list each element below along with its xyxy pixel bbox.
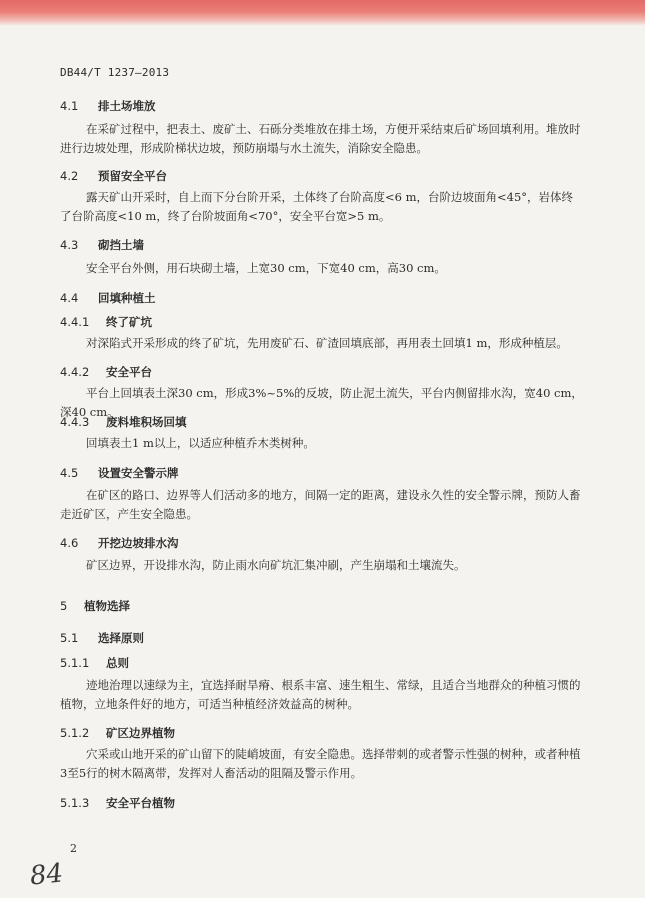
heading-5-1-3: 5.1.3 安全平台植物 <box>60 796 175 810</box>
heading-4-5: 4.5 设置安全警示牌 <box>60 466 179 480</box>
heading-4-3: 4.3 砌挡土墙 <box>60 238 144 252</box>
paragraph-4-5: 在矿区的路口、边界等人们活动多的地方，间隔一定的距离，建设永久性的安全警示牌，预防人畜走近矿区，产生安全隐患。 <box>60 488 581 521</box>
paragraph-4-1: 在采矿过程中，把表土、废矿土、石砾分类堆放在排土场，方便开采结束后矿场回填利用。堆放时进行边坡处理，形成阶梯状边坡，预防崩塌与水土流失，消除安全隐患。 <box>60 122 581 155</box>
paragraph-5-1-2: 穴采或山地开采的矿山留下的陡峭坡面，有安全隐患。选择带刺的或者警示性强的树种，或者种植3至5行的树木隔离带，发挥对人畜活动的阻隔及警示作用。 <box>60 747 581 780</box>
paragraph-4-4-2: 平台上回填表土深30 cm，形成3%~5%的反坡，防止泥土流失，平台内侧留排水沟，宽40 cm，深40 cm。 <box>60 386 583 419</box>
heading-4-4-1: 4.4.1 终了矿坑 <box>60 315 152 329</box>
heading-4-1: 4.1 排土场堆放 <box>60 99 156 113</box>
heading-4-4-3: 4.4.3 废料堆积场回填 <box>60 415 187 429</box>
heading-4-2: 4.2 预留安全平台 <box>60 169 167 183</box>
paragraph-4-6: 矿区边界，开设排水沟，防止雨水向矿坑汇集冲刷，产生崩塌和土壤流失。 <box>86 558 466 572</box>
heading-5: 5 植物选择 <box>60 599 130 613</box>
heading-5-1-1: 5.1.1 总则 <box>60 656 129 670</box>
handwritten-mark: 84 <box>28 858 65 892</box>
paragraph-5-1-1: 迹地治理以速绿为主，宜选择耐旱瘠、根系丰富、速生粗生、常绿，且适合当地群众的种植习惯的植物，立地条件好的地方，可适当种植经济效益高的树种。 <box>60 678 581 711</box>
heading-4-6: 4.6 开挖边坡排水沟 <box>60 536 179 550</box>
paragraph-4-3: 安全平台外侧，用石块砌土墙，上宽30 cm，下宽40 cm，高30 cm。 <box>86 261 446 275</box>
standard-code: DB44/T 1237—2013 <box>60 66 170 79</box>
paragraph-4-4-1: 对深陷式开采形成的终了矿坑，先用废矿石、矿渣回填底部，再用表土回填1 m，形成种植层。 <box>86 336 568 350</box>
heading-4-4: 4.4 回填种植土 <box>60 291 156 305</box>
heading-4-4-2: 4.4.2 安全平台 <box>60 365 152 379</box>
heading-5-1-2: 5.1.2 矿区边界植物 <box>60 726 175 740</box>
paragraph-4-2: 露天矿山开采时，自上而下分台阶开采，土体终了台阶高度<6 m，台阶边坡面角<45°，岩体终了台阶高度<10 m，终了台阶坡面角<70°，安全平台宽>5 m。 <box>60 190 574 223</box>
top-color-band <box>0 0 645 26</box>
heading-5-1: 5.1 选择原则 <box>60 631 144 645</box>
page-number: 2 <box>70 842 77 855</box>
paragraph-4-4-3: 回填表土1 m以上，以适应种植乔木类树种。 <box>86 436 315 450</box>
